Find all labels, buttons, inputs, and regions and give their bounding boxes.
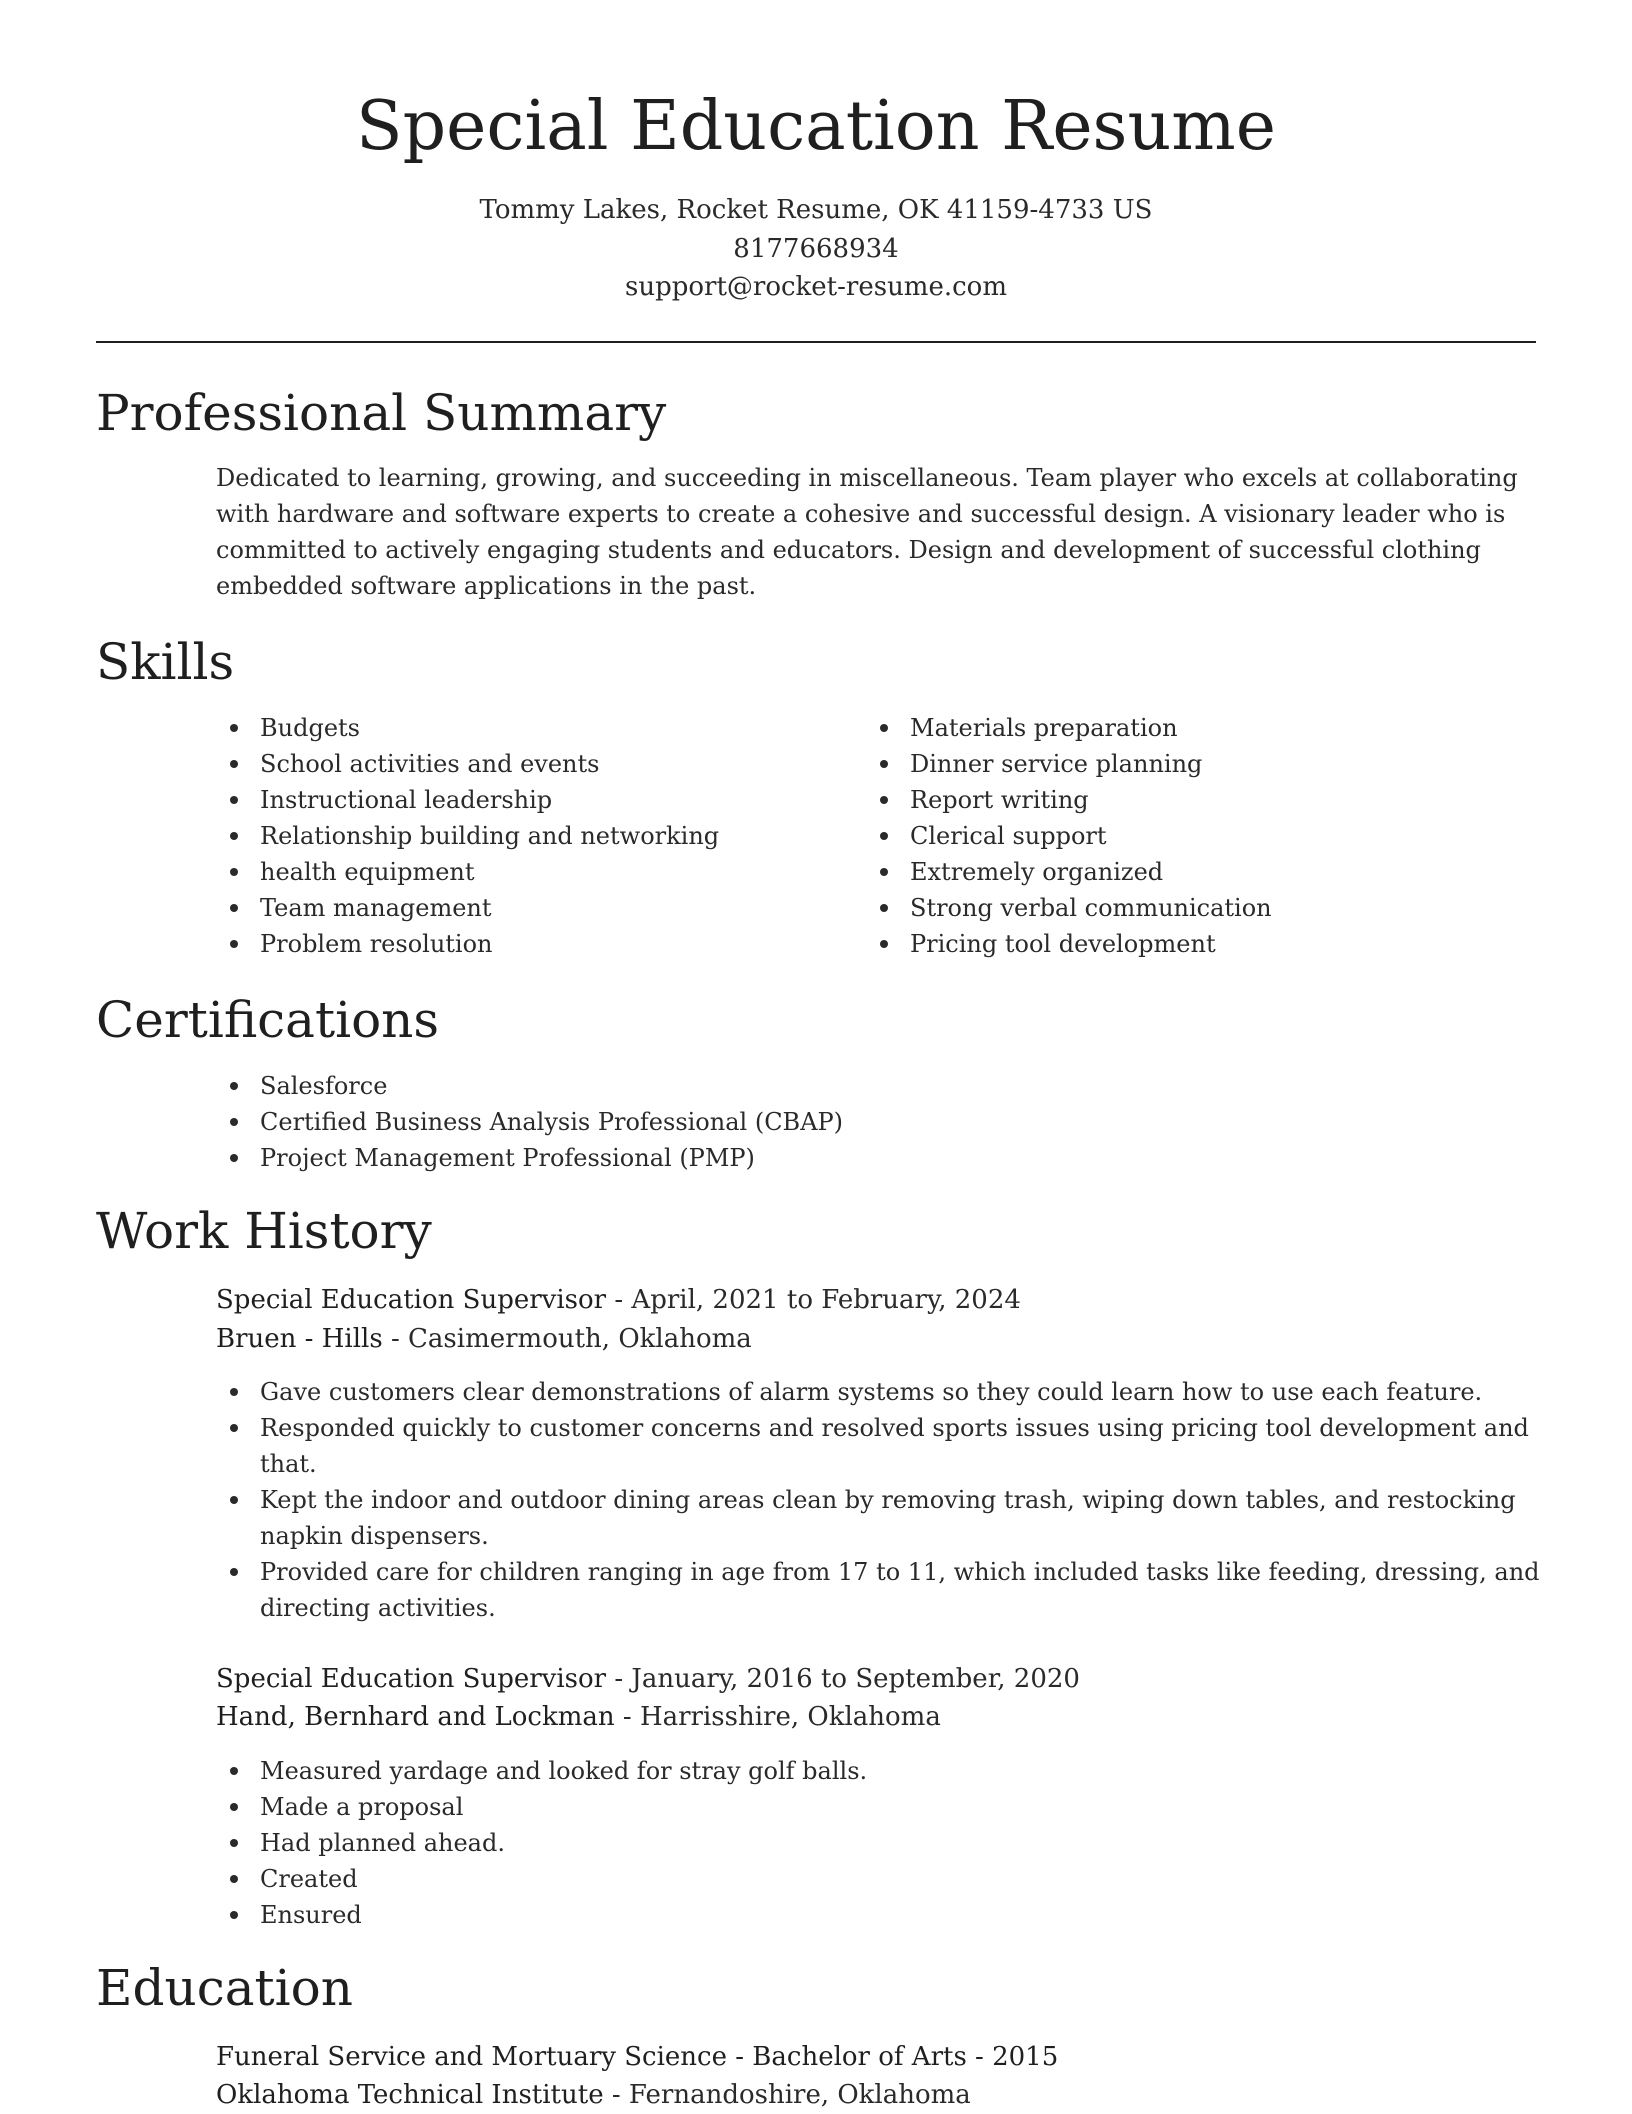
contact-phone: 8177668934 bbox=[733, 234, 899, 264]
job-location: - Harrisshire, Oklahoma bbox=[614, 1702, 941, 1732]
list-item: Ensured bbox=[216, 1897, 1556, 1933]
job-2-company-line bbox=[216, 1698, 941, 1736]
summary-heading: Professional Summary bbox=[96, 384, 667, 442]
education-school-line bbox=[216, 2076, 971, 2114]
education-location: - Fernandoshire, Oklahoma bbox=[603, 2080, 971, 2110]
list-item: Had planned ahead. bbox=[216, 1825, 1556, 1861]
job-2-duties bbox=[216, 1753, 1556, 1933]
job-title: Special Education Supervisor bbox=[216, 1664, 607, 1694]
work-history-heading: Work History bbox=[96, 1202, 432, 1260]
job-company: Hand, Bernhard and Lockman bbox=[216, 1702, 615, 1732]
job-dates: - January, 2016 to September, 2020 bbox=[606, 1664, 1080, 1694]
list-item: Instructional leadership bbox=[216, 782, 856, 818]
list-item: Extremely organized bbox=[866, 854, 1506, 890]
contact-email: support@rocket-resume.com bbox=[624, 272, 1007, 302]
list-item: Dinner service planning bbox=[866, 746, 1506, 782]
education-degree-line bbox=[216, 2038, 1058, 2076]
list-item: Clerical support bbox=[866, 818, 1506, 854]
list-item: Measured yardage and looked for stray golf balls. bbox=[216, 1753, 1556, 1789]
certifications-list bbox=[216, 1068, 1516, 1176]
list-item: Project Management Professional (PMP) bbox=[216, 1140, 1516, 1176]
job-company: Bruen - Hills bbox=[216, 1324, 383, 1354]
skills-list-left bbox=[216, 710, 856, 962]
skills-list-right bbox=[866, 710, 1506, 962]
job-2-title-line bbox=[216, 1660, 1080, 1698]
list-item: Materials preparation bbox=[866, 710, 1506, 746]
list-item: Responded quickly to customer concerns and resolved sports issues using pricing tool development and that. bbox=[216, 1410, 1556, 1482]
job-1-title-line bbox=[216, 1281, 1021, 1319]
contact-address: Tommy Lakes, Rocket Resume, OK 41159-4733 US bbox=[479, 195, 1153, 225]
list-item: Relationship building and networking bbox=[216, 818, 856, 854]
list-item: Report writing bbox=[866, 782, 1506, 818]
list-item: Team management bbox=[216, 890, 856, 926]
list-item: Budgets bbox=[216, 710, 856, 746]
job-1-company-line bbox=[216, 1320, 752, 1358]
list-item: Gave customers clear demonstrations of alarm systems so they could learn how to use each feature. bbox=[216, 1374, 1556, 1410]
list-item: Kept the indoor and outdoor dining areas clean by removing trash, wiping down tables, and restocking napkin dispensers. bbox=[216, 1482, 1556, 1554]
list-item: School activities and events bbox=[216, 746, 856, 782]
list-item: Provided care for children ranging in age from 17 to 11, which included tasks like feeding, dressing, and directing activities. bbox=[216, 1554, 1556, 1626]
resume-title: Special Education Resume bbox=[356, 87, 1276, 166]
job-1-duties bbox=[216, 1374, 1556, 1626]
job-title: Special Education Supervisor bbox=[216, 1285, 607, 1315]
list-item: Strong verbal communication bbox=[866, 890, 1506, 926]
education-school: Oklahoma Technical Institute bbox=[216, 2080, 604, 2110]
list-item: Salesforce bbox=[216, 1068, 1516, 1104]
header-divider bbox=[96, 341, 1536, 343]
skills-heading: Skills bbox=[96, 633, 235, 691]
education-degree: Funeral Service and Mortuary Science - Bachelor of Arts - 2015 bbox=[216, 2042, 1059, 2072]
list-item: Created bbox=[216, 1861, 1556, 1897]
job-dates: - April, 2021 to February, 2024 bbox=[606, 1285, 1021, 1315]
summary-text: Dedicated to learning, growing, and succeeding in miscellaneous. Team player who excels at collaborating with hardware and software experts to create a cohesive and successful design. A visionary leader who is committed to actively engaging students and educators. Design and development of successful clothing embedded software applications in the past. bbox=[216, 464, 1518, 600]
list-item: Certified Business Analysis Professional (CBAP) bbox=[216, 1104, 1516, 1140]
certifications-heading: Certifications bbox=[96, 991, 440, 1049]
list-item: Problem resolution bbox=[216, 926, 856, 962]
list-item: Pricing tool development bbox=[866, 926, 1506, 962]
education-heading: Education bbox=[96, 1959, 353, 2017]
list-item: Made a proposal bbox=[216, 1789, 1556, 1825]
job-location: - Casimermouth, Oklahoma bbox=[382, 1324, 752, 1354]
list-item: health equipment bbox=[216, 854, 856, 890]
